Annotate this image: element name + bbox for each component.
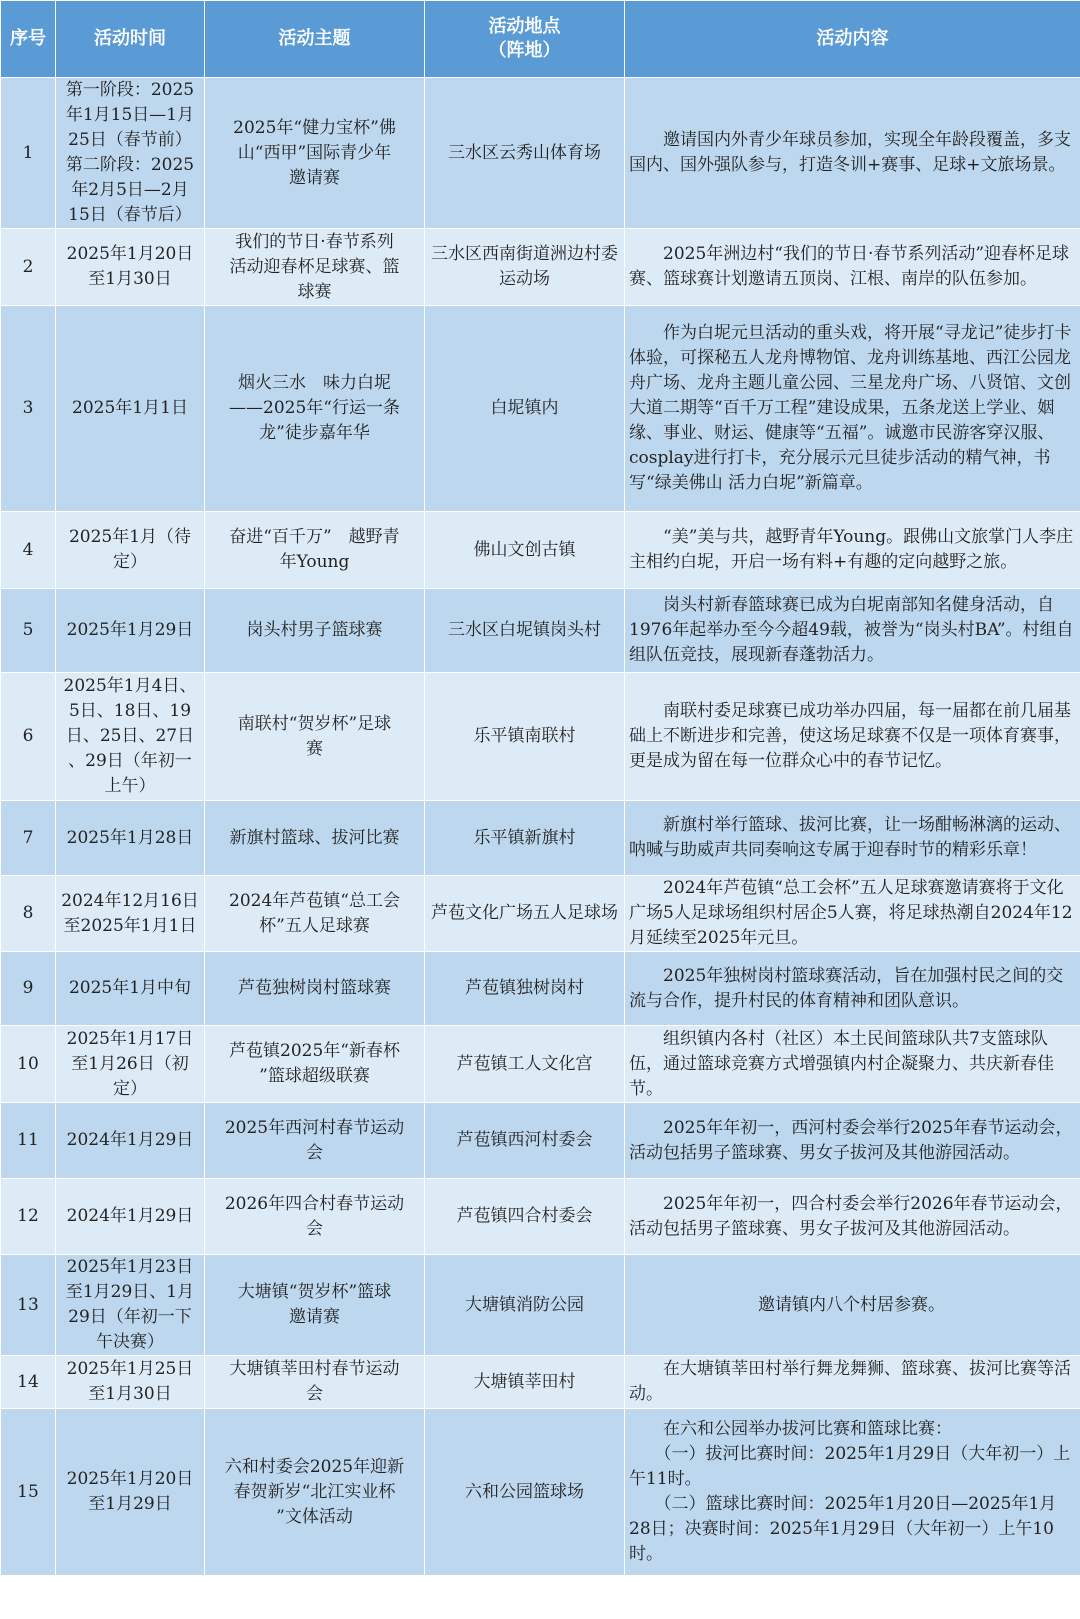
cell-place: 三水区白坭镇岗头村 [425,589,625,673]
cell-theme: 大塘镇莘田村春节运动 会 [205,1356,425,1409]
cell-place: 三水区西南街道洲边村委运动场 [425,229,625,306]
table-body [1,78,1080,1576]
cell-time: 2025年1月4日、 5日、18日、19 日、25日、27日 、29日（年初一 上午） [56,673,205,801]
cell-content: 作为白坭元旦活动的重头戏，将开展“寻龙记”徒步打卡体验，可探秘五人龙舟博物馆、龙舟训练基地、西江公园龙舟广场、龙舟主题儿童公园、三星龙舟广场、八贤馆、文创大道二期等“百千万工程”建设成果，五条龙送上学业、姻缘、事业、财运、健康等“五福”。诚邀市民游客穿汉服、cosplay进行打卡，充分展示元旦徒步活动的精气神，书写“绿美佛山 活力白坭”新篇章。 [625,306,1080,512]
cell-time: 2025年1月17日 至1月26日（初 定） [56,1026,205,1103]
cell-no: 3 [1,306,56,512]
cell-theme: 2026年四合村春节运动 会 [205,1179,425,1255]
cell-no: 7 [1,801,56,876]
table-row [1,78,1080,229]
header-row [1,1,1080,78]
cell-content: 在六和公园举办拔河比赛和篮球比赛： （一）拔河比赛时间：2025年1月29日（大年初一）上午11时。 （二）篮球比赛时间：2025年1月20日—2025年1月28日；决赛时间：2025年1月29日（大年初一）上午10时。 [625,1409,1080,1576]
cell-no: 4 [1,512,56,589]
header-content: 活动内容 [625,1,1080,78]
cell-content: 2025年独树岗村篮球赛活动，旨在加强村民之间的交流与合作，提升村民的体育精神和团队意识。 [625,952,1080,1026]
cell-time: 第一阶段：2025 年1月15日—1月 25日（春节前） 第二阶段：2025 年2月5日—2月 15日（春节后） [56,78,205,229]
cell-time: 2025年1月1日 [56,306,205,512]
cell-content: “美”美与共，越野青年Young。跟佛山文旅掌门人李庄主相约白坭，开启一场有料+有趣的定向越野之旅。 [625,512,1080,589]
table-row [1,1409,1080,1576]
header-time: 活动时间 [56,1,205,78]
cell-time: 2025年1月23日 至1月29日、1月 29日（年初一下 午决赛） [56,1255,205,1356]
cell-theme: 我们的节日·春节系列 活动迎春杯足球赛、篮 球赛 [205,229,425,306]
cell-theme: 2025年西河村春节运动 会 [205,1103,425,1179]
cell-content: 岗头村新春篮球赛已成为白坭南部知名健身活动，自1976年起举办至今今超49载，被誉为“岗头村BA”。村组自组队伍竞技，展现新春蓬勃活力。 [625,589,1080,673]
header-place: 活动地点 （阵地） [425,1,625,78]
cell-theme: 烟火三水 味力白坭 ——2025年“行运一条 龙”徒步嘉年华 [205,306,425,512]
cell-no: 11 [1,1103,56,1179]
cell-place: 三水区云秀山体育场 [425,78,625,229]
cell-content: 新旗村举行篮球、拔河比赛，让一场酣畅淋漓的运动、呐喊与助威声共同奏响这专属于迎春时节的精彩乐章！ [625,801,1080,876]
cell-place: 芦苞镇工人文化宫 [425,1026,625,1103]
cell-time: 2025年1月（待 定） [56,512,205,589]
cell-no: 1 [1,78,56,229]
cell-theme: 芦苞镇2025年“新春杯 ”篮球超级联赛 [205,1026,425,1103]
cell-no: 5 [1,589,56,673]
header-theme: 活动主题 [205,1,425,78]
cell-place: 白坭镇内 [425,306,625,512]
cell-theme: 岗头村男子篮球赛 [205,589,425,673]
cell-content: 邀请国内外青少年球员参加，实现全年龄段覆盖，多支国内、国外强队参与，打造冬训+赛事、足球+文旅场景。 [625,78,1080,229]
cell-content: 2025年年初一，西河村委会举行2025年春节运动会，活动包括男子篮球赛、男女子拔河及其他游园活动。 [625,1103,1080,1179]
table-row [1,589,1080,673]
cell-place: 芦苞镇四合村委会 [425,1179,625,1255]
cell-place: 乐平镇南联村 [425,673,625,801]
table-row [1,1356,1080,1409]
table-row [1,673,1080,801]
cell-place: 六和公园篮球场 [425,1409,625,1576]
cell-no: 12 [1,1179,56,1255]
cell-place: 大塘镇莘田村 [425,1356,625,1409]
cell-time: 2024年1月29日 [56,1179,205,1255]
cell-no: 15 [1,1409,56,1576]
cell-theme: 新旗村篮球、拔河比赛 [205,801,425,876]
cell-no: 6 [1,673,56,801]
cell-no: 8 [1,876,56,952]
cell-time: 2025年1月20日 至1月29日 [56,1409,205,1576]
cell-content: 2025年洲边村“我们的节日·春节系列活动”迎春杯足球赛、篮球赛计划邀请五顶岗、江根、南岸的队伍参加。 [625,229,1080,306]
cell-no: 13 [1,1255,56,1356]
cell-place: 芦苞镇独树岗村 [425,952,625,1026]
header-no: 序号 [1,1,56,78]
cell-content: 南联村委足球赛已成功举办四届，每一届都在前几届基础上不断进步和完善，使这场足球赛不仅是一项体育赛事，更是成为留在每一位群众心中的春节记忆。 [625,673,1080,801]
cell-no: 10 [1,1026,56,1103]
cell-time: 2024年1月29日 [56,1103,205,1179]
cell-theme: 2025年“健力宝杯”佛 山“西甲”国际青少年 邀请赛 [205,78,425,229]
cell-place: 大塘镇消防公园 [425,1255,625,1356]
cell-place: 芦苞文化广场五人足球场 [425,876,625,952]
table-row [1,1179,1080,1255]
table-row [1,512,1080,589]
cell-no: 9 [1,952,56,1026]
cell-time: 2025年1月20日 至1月30日 [56,229,205,306]
cell-place: 乐平镇新旗村 [425,801,625,876]
cell-content: 邀请镇内八个村居参赛。 [625,1255,1080,1356]
cell-place: 佛山文创古镇 [425,512,625,589]
cell-time: 2025年1月29日 [56,589,205,673]
table-row [1,1026,1080,1103]
table-row [1,1255,1080,1356]
cell-place: 芦苞镇西河村委会 [425,1103,625,1179]
cell-theme: 南联村“贺岁杯”足球 赛 [205,673,425,801]
cell-theme: 大塘镇“贺岁杯”篮球 邀请赛 [205,1255,425,1356]
cell-content: 2025年年初一，四合村委会举行2026年春节运动会，活动包括男子篮球赛、男女子拔河及其他游园活动。 [625,1179,1080,1255]
cell-theme: 芦苞独树岗村篮球赛 [205,952,425,1026]
cell-theme: 六和村委会2025年迎新 春贺新岁“北江实业杯 ”文体活动 [205,1409,425,1576]
table-row [1,306,1080,512]
table-row [1,229,1080,306]
table-row [1,1103,1080,1179]
cell-time: 2025年1月中旬 [56,952,205,1026]
cell-theme: 2024年芦苞镇“总工会 杯”五人足球赛 [205,876,425,952]
cell-time: 2024年12月16日 至2025年1月1日 [56,876,205,952]
cell-no: 2 [1,229,56,306]
cell-time: 2025年1月28日 [56,801,205,876]
cell-no: 14 [1,1356,56,1409]
cell-content: 在大塘镇莘田村举行舞龙舞狮、篮球赛、拔河比赛等活动。 [625,1356,1080,1409]
cell-theme: 奋进“百千万” 越野青 年Young [205,512,425,589]
table-row [1,952,1080,1026]
table-row [1,876,1080,952]
cell-time: 2025年1月25日 至1月30日 [56,1356,205,1409]
cell-content: 2024年芦苞镇“总工会杯”五人足球赛邀请赛将于文化广场5人足球场组织村居企5人赛，将足球热潮自2024年12月延续至2025年元旦。 [625,876,1080,952]
cell-content: 组织镇内各村（社区）本土民间篮球队共7支篮球队伍，通过篮球竞赛方式增强镇内村企凝聚力、共庆新春佳节。 [625,1026,1080,1103]
table-row [1,801,1080,876]
